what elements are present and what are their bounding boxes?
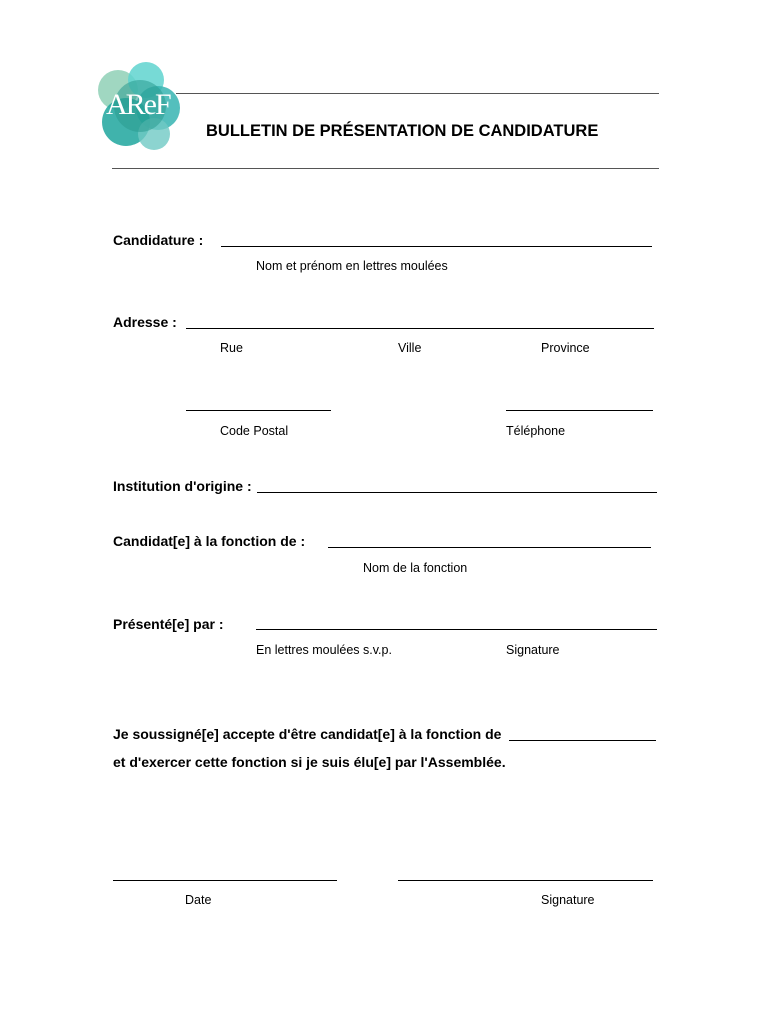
signature-field[interactable] (398, 880, 653, 881)
code-postal-hint: Code Postal (220, 424, 289, 438)
page-title: BULLETIN DE PRÉSENTATION DE CANDIDATURE (206, 122, 599, 140)
adresse-label: Adresse : (113, 314, 177, 330)
header-rule-bottom (112, 168, 659, 169)
adresse-province-hint: Province (541, 341, 590, 355)
signature-hint: Signature (541, 893, 595, 907)
fonction-label: Candidat[e] à la fonction de : (113, 533, 306, 549)
institution-field[interactable] (257, 492, 657, 493)
date-hint: Date (185, 893, 212, 907)
header-rule-top (176, 93, 659, 94)
telephone-field[interactable] (506, 410, 653, 411)
candidature-hint: Nom et prénom en lettres moulées (256, 259, 448, 273)
declaration-line-1: Je soussigné[e] accepte d'être candidat[e] à la fonction de (113, 726, 502, 742)
presente-field[interactable] (256, 629, 657, 630)
fonction-field[interactable] (328, 547, 651, 548)
logo-text: AReF (106, 88, 170, 121)
telephone-hint: Téléphone (506, 424, 566, 438)
institution-label: Institution d'origine : (113, 478, 252, 494)
adresse-field[interactable] (186, 328, 654, 329)
code-postal-field[interactable] (186, 410, 331, 411)
presente-label: Présenté[e] par : (113, 616, 224, 632)
date-field[interactable] (113, 880, 337, 881)
candidature-field[interactable] (221, 246, 652, 247)
presente-signature-hint: Signature (506, 643, 560, 657)
adresse-rue-hint: Rue (220, 341, 243, 355)
candidature-label: Candidature : (113, 232, 204, 248)
presente-name-hint: En lettres moulées s.v.p. (256, 643, 392, 657)
declaration-line-2: et d'exercer cette fonction si je suis élu[e] par l'Assemblée. (113, 754, 506, 770)
adresse-ville-hint: Ville (398, 341, 422, 355)
aref-logo (96, 60, 182, 152)
fonction-hint: Nom de la fonction (363, 561, 468, 575)
declaration-fonction-field[interactable] (509, 740, 656, 741)
